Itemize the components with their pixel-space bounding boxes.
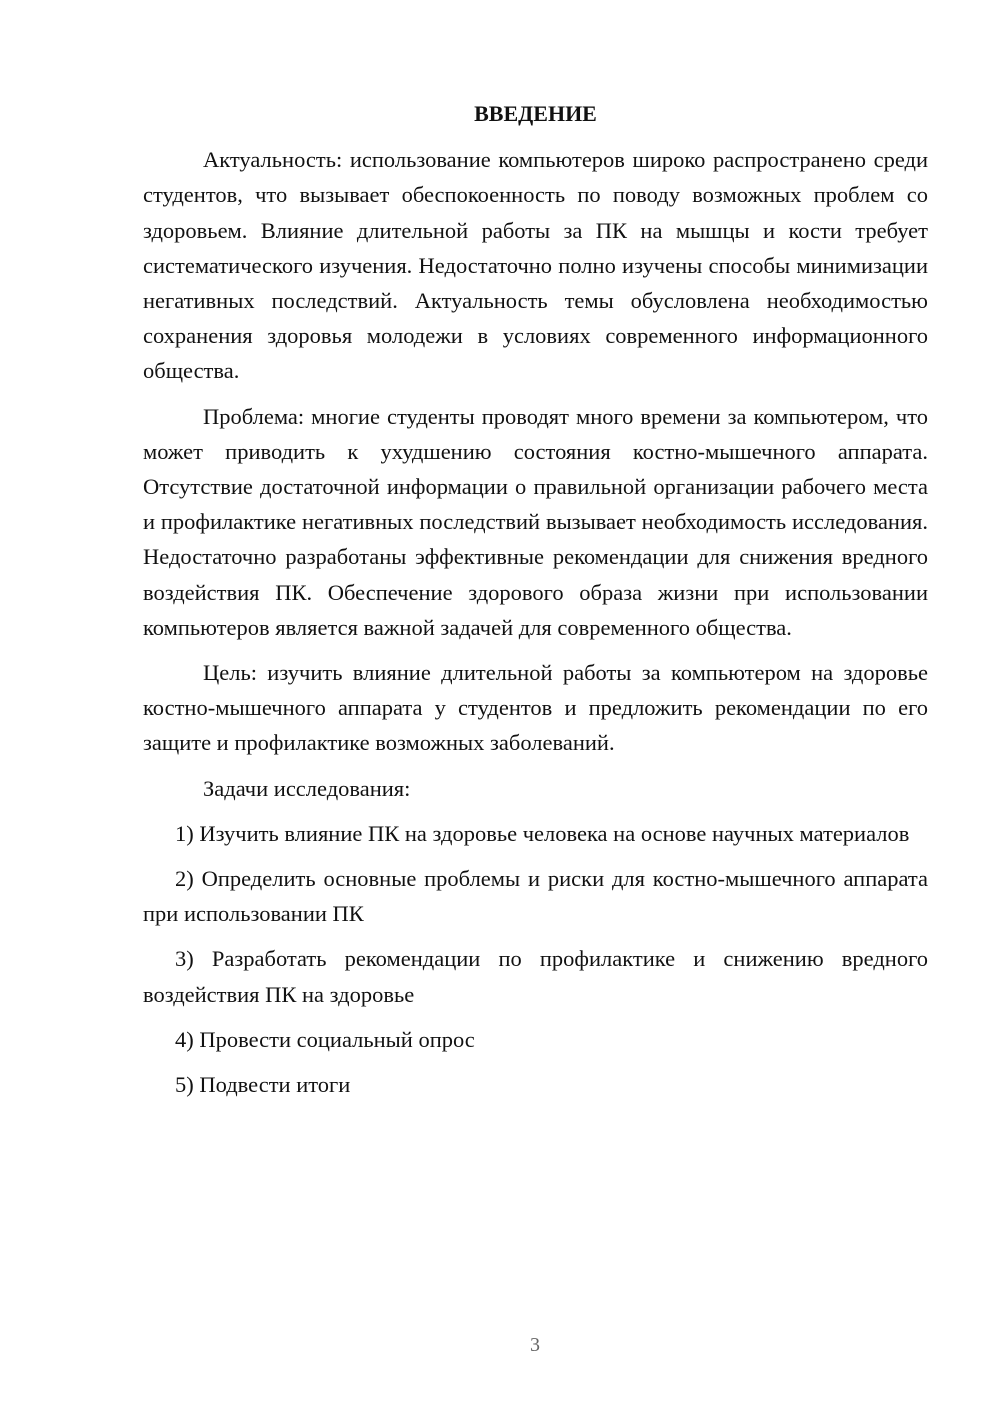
tasks-heading: Задачи исследования:: [203, 775, 411, 801]
task-item: 2) Определить основные проблемы и риски для костно-мышечного аппарата при использовании ПК: [143, 866, 928, 927]
relevance-paragraph: Актуальность: использование компьютеров широко распространено среди студентов, что вызывает обеспокоенность по поводу возможных проблем со здоровьем. Влияние длительной работы за ПК на мышцы и кости требует систематического изучения. Недостаточно полно изучены способы минимизации негативных последствий. Актуальность темы обусловлена необходимостью сохранения здоровья молодежи в условиях современного информационного общества.: [143, 147, 928, 384]
document-page: [143, 96, 928, 1112]
page-number: 3: [530, 1334, 540, 1356]
goal-paragraph: Цель: изучить влияние длительной работы за компьютером на здоровье костно-мышечного аппарата у студентов и предложить рекомендации по его защите и профилактике возможных заболеваний.: [143, 660, 928, 756]
page-title: ВВЕДЕНИЕ: [474, 101, 597, 126]
problem-paragraph: Проблема: многие студенты проводят много времени за компьютером, что может приводить к ухудшению состояния костно-мышечного аппарата. Отсутствие достаточной информации о правильной организации рабочего места и профилактике негативных последствий вызывает необходимость исследования. Недостаточно разработаны эффективные рекомендации для снижения вредного воздействия ПК. Обеспечение здорового образа жизни при использовании компьютеров является важной задачей для современного общества.: [143, 403, 928, 640]
task-item: 1) Изучить влияние ПК на здоровье человека на основе научных материалов: [175, 820, 910, 846]
tasks-list: [143, 816, 928, 1102]
task-item: 3) Разработать рекомендации по профилактике и снижению вредного воздействия ПК на здоровье: [143, 946, 928, 1007]
task-item: 4) Провести социальный опрос: [175, 1026, 475, 1052]
task-item: 5) Подвести итоги: [175, 1072, 351, 1098]
